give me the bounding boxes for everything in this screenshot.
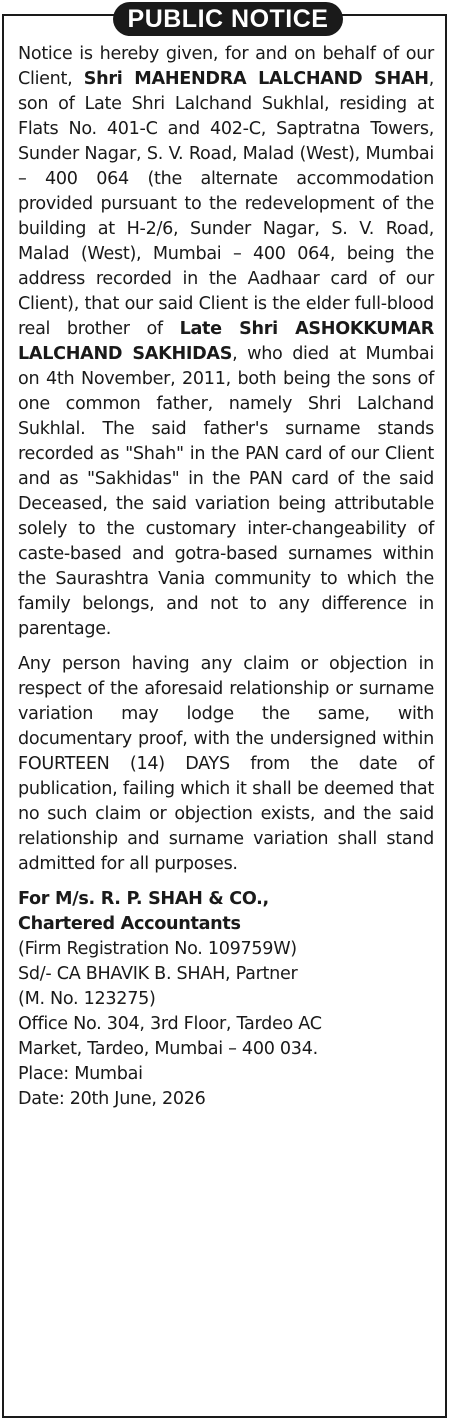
place: Place: Mumbai [18,1064,143,1084]
address-line-2: Market, Tardeo, Mumbai – 400 034. [18,1039,318,1059]
firm-registration: (Firm Registration No. 109759W) [18,939,297,959]
membership-number: (M. No. 123275) [18,989,156,1009]
notice-body [18,42,434,1112]
signatory: Sd/- CA BHAVIK B. SHAH, Partner [18,964,298,984]
para1-text-2: , son of Late Shri Lalchand Sukhlal, residing at Flats No. 401-C and 402-C, Saptratna Towers, Sunder Nagar, S. V. Road, Malad (West), Mumbai – 400 064 (the alternate accommodation provided pursuant to the redevelopment of the building at H-2/6, Sunder Nagar, S. V. Road, Malad (West), Mumbai – 400 064, being the address recorded in the Aadhaar card of our Client), that our said Client is the elder full-blood real brother of [18,69,434,339]
notice-paragraph-2: Any person having any claim or objection in respect of the aforesaid relationship or surname variation may lodge the same, with documentary proof, with the undersigned within FOURTEEN (14) DAYS from the date of publication, failing which it shall be deemed that no such claim or objection exists, and the said relationship and surname variation shall stand admitted for all purposes. [18,654,434,874]
notice-paragraph-1 [18,42,434,642]
address-line-1: Office No. 304, 3rd Floor, Tardeo AC [18,1014,322,1034]
para1-text-1: Notice is hereby given, for and on behalf of our Client, [18,44,434,89]
notice-heading: PUBLIC NOTICE [113,2,343,36]
para1-text-3: , who died at Mumbai on 4th November, 2011, both being the sons of one common father, namely Shri Lalchand Sukhlal. The said father's surname stands recorded as "Shah" in the PAN card of our Client and as "Sakhidas" in the PAN card of the said Deceased, the said variation being attributable solely to the customary inter-changeability of caste-based and gotra-based surnames within the Saurashtra Vania community to which the family belongs, and not to any difference in parentage. [18,344,434,639]
deceased-name: Late Shri ASHOKKUMAR LALCHAND SAKHIDAS [18,319,434,364]
client-name: Shri MAHENDRA LALCHAND SHAH [83,69,429,89]
signature-block [18,887,434,1112]
date: Date: 20th June, 2026 [18,1089,206,1109]
firm-name: For M/s. R. P. SHAH & CO., [18,889,269,909]
firm-type: Chartered Accountants [18,914,241,934]
